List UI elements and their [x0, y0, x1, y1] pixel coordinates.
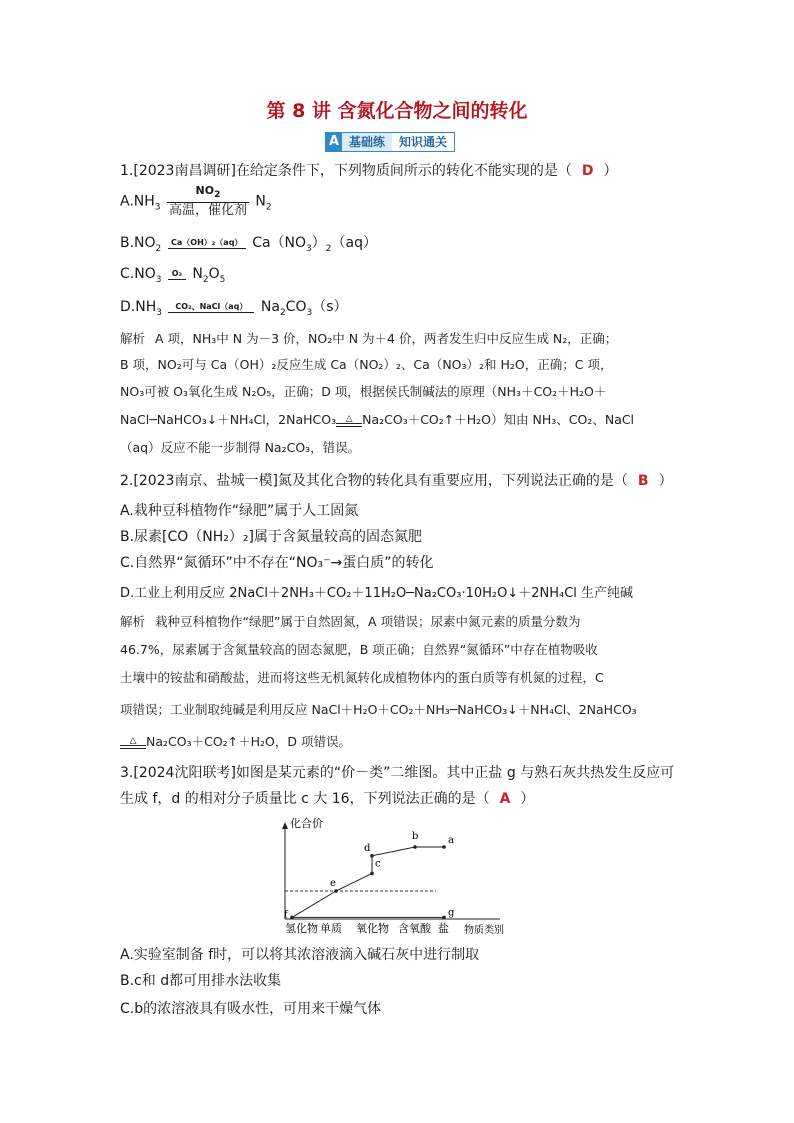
explanation-text: Na₂CO₃＋CO₂↑＋H₂O）知由 NH₃、CO₂、NaCl [362, 412, 635, 427]
chart-segment-f-e [292, 891, 336, 917]
chart-point-a [442, 845, 446, 849]
reaction-arrow [168, 302, 254, 313]
chart-point-label-d: d [364, 842, 371, 854]
question-3-text: 生成 f，d 的相对分子质量比 c 大 16，下列说法正确的是（ [120, 791, 490, 807]
question-1-option-c [120, 266, 225, 285]
question-1-option-a [120, 184, 272, 219]
question-1-option-d [120, 296, 348, 318]
x-tick-label: 单质 [320, 922, 342, 935]
arrow-reagent: NO [195, 184, 215, 197]
option-a-reactant: A.NH [120, 193, 155, 210]
text: O [208, 266, 220, 282]
question-1-stem [120, 160, 618, 180]
question-1-explanation-line-1 [120, 329, 617, 347]
heating-equals-sign [336, 415, 362, 427]
arrow-line [168, 312, 254, 313]
question-2-close: ） [658, 473, 673, 489]
equals-bars [336, 423, 362, 427]
question-1-explanation-line-4 [120, 410, 634, 428]
chart-point-c [370, 872, 374, 876]
chart-point-e [334, 889, 338, 893]
option-c-reactant: C.NO [120, 266, 156, 282]
explanation-label: 解析 [120, 331, 146, 346]
question-1-text: 1.[2023南昌调研]在给定条件下，下列物质间所示的转化不能实现的是（ [120, 163, 572, 179]
subscript: 3 [154, 202, 161, 213]
badge-right-label: 知识通关 [392, 133, 454, 151]
option-a-product: N [255, 193, 266, 210]
chart-point-b [413, 845, 417, 849]
question-2-answer: B [637, 473, 649, 489]
x-tick-label: 氧化物 [356, 922, 389, 935]
subscript: 2 [202, 274, 209, 285]
question-2-explanation-line-5 [120, 732, 351, 750]
question-2-explanation-line-4: 项错误；工业制取纯碱是利用反应 NaCl＋H₂O＋CO₂＋NH₃─NaHCO₃↓＋NH₄Cl、2NaHCO₃ [120, 702, 637, 717]
option-d-reactant: D.NH [120, 299, 157, 315]
subscript: 2 [155, 243, 162, 254]
text: ） [311, 235, 326, 251]
subscript: 2 [279, 307, 286, 318]
subscript: 3 [306, 243, 312, 254]
question-1-explanation-line-5: （aq）反应不能一步制得 Na₂CO₃，错误。 [120, 440, 361, 455]
arrow-line [167, 202, 249, 203]
heat-triangle-icon: △ [345, 413, 353, 424]
subscript: 2 [325, 243, 332, 254]
chart-point-label-e: e [330, 878, 336, 889]
chart-point-g [442, 916, 446, 920]
subscript: 3 [155, 274, 162, 285]
question-3-option-a: A.实验室制备 f时，可以将其浓溶液滴入碱石灰中进行制取 [120, 947, 480, 963]
text: （aq） [331, 235, 377, 251]
chart-point-label-a: a [448, 835, 454, 846]
explanation-text: NaCl─NaHCO₃↓＋NH₄Cl，2NaHCO₃ [120, 412, 337, 427]
question-2-explanation-line-2: 46.7%，尿素属于含氮量较高的固态氮肥，B 项正确；自然界“氮循环”中存在植物吸收 [120, 642, 598, 657]
chart-point-label-b: b [412, 831, 419, 842]
explanation-label: 解析 [120, 614, 146, 629]
y-axis-label: 化合价 [290, 817, 323, 830]
arrow-condition-top: O₃ [171, 268, 183, 278]
reaction-arrow [168, 269, 186, 280]
y-axis-arrow-icon [282, 822, 288, 829]
question-3-option-b: B.c和 d都可用排水法收集 [120, 973, 282, 989]
chart-segment-e-c [336, 873, 372, 891]
text: （s） [312, 299, 348, 315]
badge-letter: A [326, 133, 342, 151]
subscript: 2 [214, 190, 221, 201]
question-2-option-c: C.自然界“氮循环”中不存在“NO₃⁻→蛋白质”的转化 [120, 555, 434, 571]
explanation-text: Na₂CO₃＋CO₂↑＋H₂O，D 项错误。 [146, 734, 351, 749]
question-2-option-b: B.尿素[CO（NH₂）₂]属于含氮量较高的固态氮肥 [120, 529, 422, 545]
page-title: 第 8 讲 含氮化合物之间的转化 [266, 100, 528, 122]
question-3-option-c: C.b的浓溶液具有吸水性，可用来干燥气体 [120, 1001, 382, 1017]
x-tick-label: 含氧酸 [398, 922, 431, 935]
option-c-product: N [192, 266, 203, 282]
question-2-explanation-line-1 [120, 612, 581, 630]
arrow-condition-top: CO₂、NaCl（aq） [175, 301, 248, 311]
valence-class-chart [268, 812, 528, 938]
explanation-text: 栽种豆科植物作“绿肥”属于自然固氮，A 项错误；尿素中氮元素的质量分数为 [155, 614, 581, 629]
question-3-stem-line-2 [120, 788, 534, 808]
subscript: 3 [306, 307, 313, 318]
arrow-line [168, 248, 246, 249]
question-2-option-a: A.栽种豆科植物作“绿肥”属于人工固氮 [120, 503, 359, 519]
option-d-product: Na [260, 299, 280, 315]
x-tick-label: 氢化物 [285, 922, 318, 935]
chart-point-f [290, 916, 294, 920]
question-3-close: ） [520, 791, 535, 807]
chart-segment-d-b [372, 847, 415, 856]
option-b-reactant: B.NO [120, 235, 156, 251]
subscript: 5 [219, 274, 226, 285]
arrow-condition-top: Ca（OH）₂（aq） [171, 237, 243, 247]
equals-bars [120, 745, 146, 749]
chart-point-d [370, 854, 374, 858]
question-2-explanation-line-3: 土壤中的铵盐和硝酸盐，进而将这些无机氮转化成植物体内的蛋白质等有机氮的过程，C [120, 670, 604, 685]
question-1-answer: D [581, 163, 594, 179]
reaction-arrow [168, 238, 246, 249]
question-1-close: ） [603, 163, 618, 179]
question-2-stem [120, 470, 673, 490]
badge-left-label: 基础练 [342, 133, 392, 151]
section-badge [325, 132, 455, 152]
question-2-option-d: D.工业上利用反应 2NaCl＋2NH₃＋CO₂＋11H₂O─Na₂CO₃·10H₂O↓＋2NH₄Cl 生产纯碱 [120, 586, 634, 601]
question-3-stem-line-1: 3.[2024沈阳联考]如图是某元素的“价－类”二维图。其中正盐 g 与熟石灰共热发生反应可 [120, 765, 675, 781]
subscript: 3 [156, 307, 162, 318]
heating-equals-sign [120, 737, 146, 749]
arrow-condition-top [196, 184, 221, 202]
heat-triangle-icon: △ [129, 735, 137, 746]
question-2-text: 2.[2023南京、盐城一模]氮及其化合物的转化具有重要应用，下列说法正确的是（ [120, 473, 628, 489]
reaction-arrow [167, 184, 249, 219]
x-axis-label: 物质类别 [464, 925, 504, 936]
chart-point-label-c: c [375, 858, 381, 870]
arrow-condition-bottom: 高温，催化剂 [168, 203, 247, 219]
option-b-product: Ca（NO [252, 235, 307, 251]
text: CO [285, 299, 307, 315]
chart-point-label-g: g [448, 907, 455, 919]
question-1-option-b [120, 232, 377, 254]
chart-point-label-f: f [284, 909, 288, 921]
question-1-explanation-line-3: NO₃可被 O₃氧化生成 N₂O₅，正确；D 项，根据侯氏制碱法的原理（NH₃＋CO₂＋H₂O＋ [120, 384, 607, 399]
question-3-answer: A [499, 791, 511, 807]
arrow-line [168, 279, 186, 280]
x-tick-label: 盐 [438, 922, 449, 935]
question-1-explanation-line-2: B 项，NO₂可与 Ca（OH）₂反应生成 Ca（NO₂）₂、Ca（NO₃）₂和 H₂O，正确；C 项， [120, 357, 613, 372]
subscript: 2 [265, 202, 272, 213]
explanation-text: A 项，NH₃中 N 为－3 价，NO₂中 N 为＋4 价，两者发生归中反应生成 N₂，正确； [155, 331, 618, 346]
